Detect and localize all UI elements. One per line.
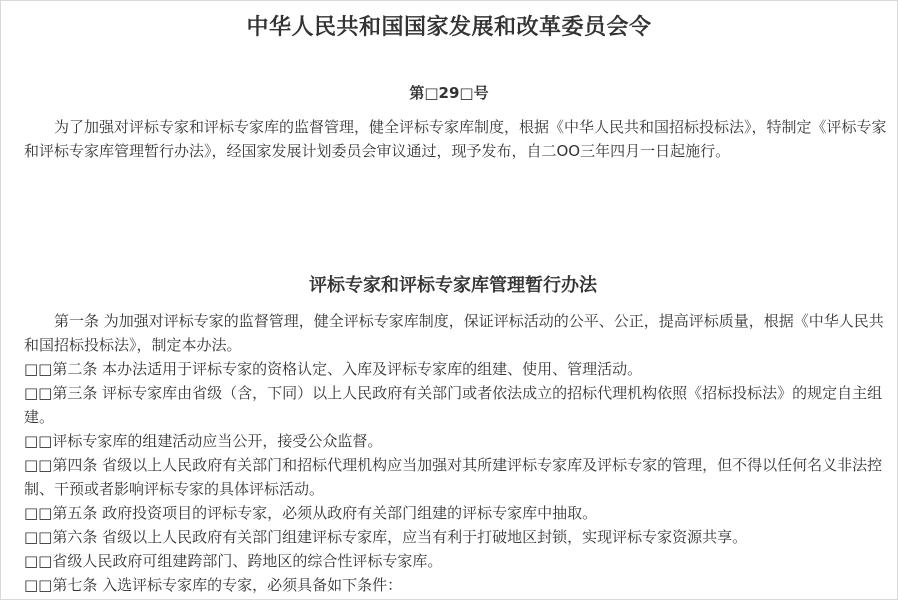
article-paragraph: □□省级人民政府可组建跨部门、跨地区的综合性评标专家库。 [24,552,443,570]
article-paragraph: 第一条 为加强对评标专家的监督管理，健全评标专家库制度，保证评标活动的公平、公正，提高评标质量，根据《中华人民共和国招标投标法》，制定本办法。 [24,312,884,354]
article-paragraph: □□第六条 省级以上人民政府有关部门组建评标专家库，应当有利于打破地区封锁，实现评标专家资源共享。 [24,528,748,546]
decree-number: 第□29□号 [409,84,489,102]
decree-title: 中华人民共和国国家发展和改革委员会令 [246,15,652,40]
article-list [24,309,890,597]
decree-intro-paragraph: 为了加强对评标专家和评标专家库的监督管理，健全评标专家库制度，根据《中华人民共和国招标投标法》，特制定《评标专家和评标专家库管理暂行办法》，经国家发展计划委员会审议通过，现予发布，自二OO三年四月一日起施行。 [24,118,887,160]
article-paragraph: □□评标专家库的组建活动应当公开，接受公众监督。 [24,432,383,450]
article-paragraph: □□第七条 入选评标专家库的专家，必须具备如下条件： [24,576,403,594]
article-paragraph: □□第三条 评标专家库由省级（含，下同）以上人民政府有关部门或者依法成立的招标代理机构依照《招标投标法》的规定自主组建。 [24,384,883,426]
article-paragraph: □□第四条 省级以上人民政府有关部门和招标代理机构应当加强对其所建评标专家库及评标专家的管理，但不得以任何名义非法控制、干预或者影响评标专家的具体评标活动。 [24,456,883,498]
rules-title: 评标专家和评标专家库管理暂行办法 [309,275,597,296]
article-paragraph: □□第五条 政府投资项目的评标专家，必须从政府有关部门组建的评标专家库中抽取。 [24,504,598,522]
article-paragraph: □□第二条 本办法适用于评标专家的资格认定、入库及评标专家库的组建、使用、管理活动。 [24,360,643,378]
